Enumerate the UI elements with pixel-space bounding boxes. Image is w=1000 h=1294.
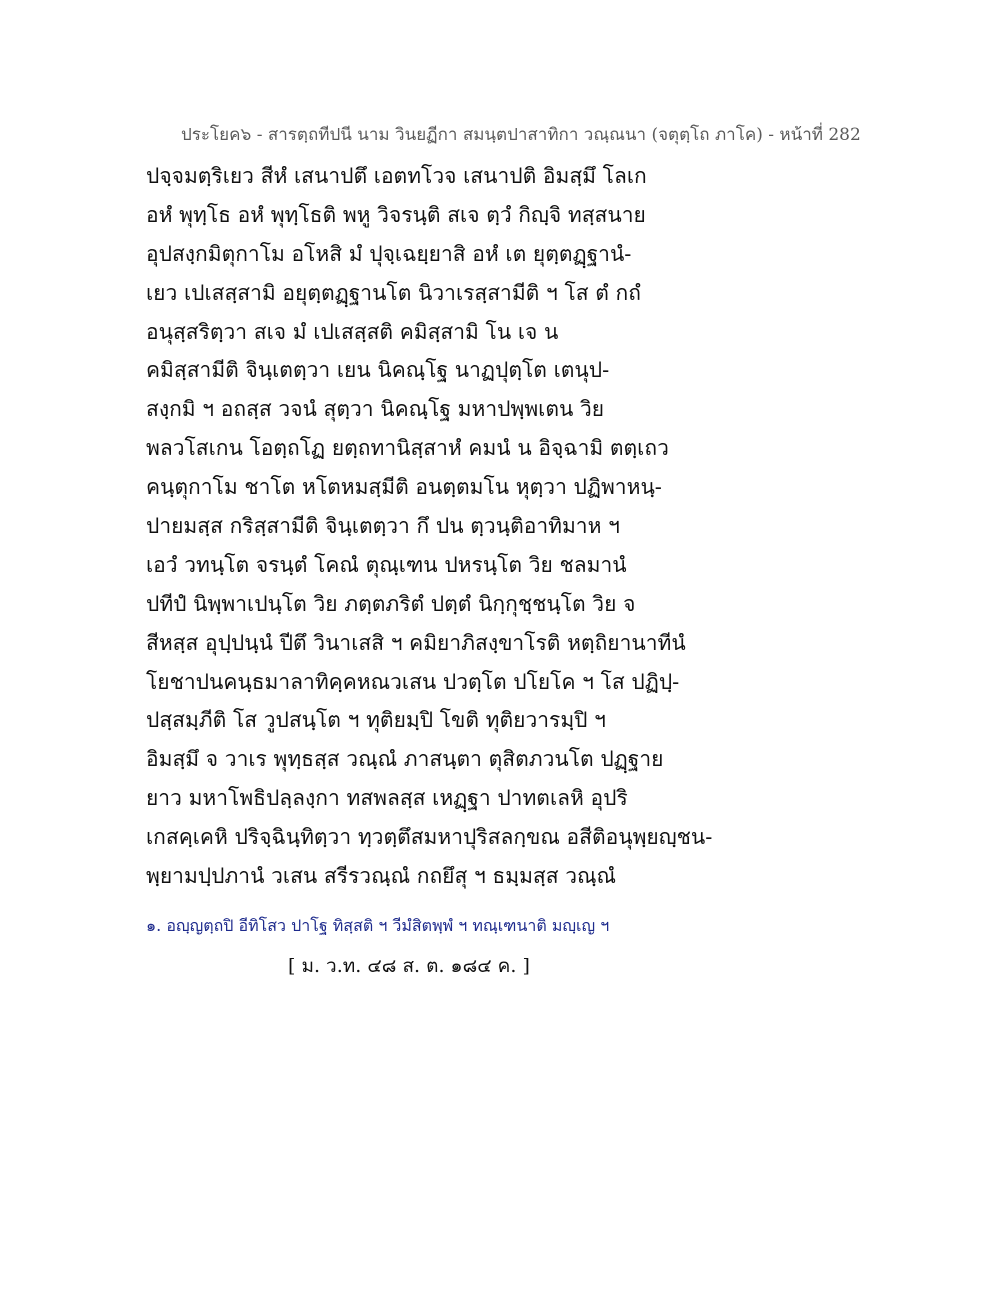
text-line: โยชาปนคนฺธมาลาทิคฺคหณวเสน ปวตฺโต ปโยโค ฯ โส ปฏิปฺ- [146, 669, 680, 694]
text-line: เกสคฺเคหิ ปริจฺฉินฺทิตฺวา ทฺวตฺตึสมหาปุริสลกฺขณ อสีติอนุพฺยญฺชน- [146, 825, 713, 850]
text-line: เยว เปเสสฺสามิ อยุตฺตฏฺฐานโต นิวาเรสฺสามีติ ฯ โส ตํ กถํ [146, 280, 641, 305]
text-line: ปายมสฺส กริสฺสามีติ จินฺเตตฺวา กึ ปน ตฺวนฺติอาทิมาห ฯ [146, 514, 620, 539]
text-line: อหํ พุทฺโธ อหํ พุทฺโธติ พหู วิจรนฺติ สเจ ตฺวํ กิญฺจิ ทสฺสนาย [146, 202, 646, 227]
text-line: ปจฺจมตฺริเยว สีหํ เสนาปตึ เอตทโวจ เสนาปติ อิมสฺมึ โลเก [146, 164, 647, 188]
text-line: คมิสฺสามีติ จินฺเตตฺวา เยน นิคณฺโฐ นาฏปุตฺโต เตนุป- [146, 358, 610, 383]
text-line: ปสฺสมฺภีติ โส วูปสนฺโต ฯ ทุติยมฺปิ โขติ ทุติยวารมฺปิ ฯ [146, 708, 606, 733]
text-line: ปทีปํ นิพฺพาเปนฺโต วิย ภตฺตภริตํ ปตฺตํ นิกฺกุชฺชนฺโต วิย จ [146, 591, 636, 616]
text-line: อิมสฺมึ จ วาเร พุทฺธสฺส วณฺณํ ภาสนฺตา ตุสิตภวนโต ปฏฺฐาย [146, 747, 664, 772]
text-line: สงฺกมิ ฯ อถสฺส วจนํ สุตฺวา นิคณฺโฐ มหาปพฺพเตน วิย [146, 397, 605, 422]
text-line: เอวํ วทนฺโต จรนฺตํ โคณํ ตุณฺเฑน ปหรนฺโต วิย ชลมานํ [146, 552, 627, 577]
text-line: พลวโสเกน โอตฺถโฏ ยตฺถทานิสฺสาหํ คมนํ น อิจฺฉามิ ตตฺเถว [146, 436, 669, 461]
body-text [146, 157, 713, 896]
text-line: อนุสฺสริตฺวา สเจ มํ เปเสสฺสติ คมิสฺสามิ โน เจ น [146, 319, 559, 344]
page-reference: [ ม. ว.ท. ๔๘ ส. ต. ๑๘๔ ค. ] [288, 955, 530, 977]
text-line: พฺยามปฺปภานํ วเสน สรีรวณฺณํ กถยึสุ ฯ ธมฺมสฺส วณฺณํ [146, 864, 616, 889]
footnote: ๑. อญฺญตฺถปิ อีทิโสว ปาโฐ ทิสฺสติ ฯ วีมํสิตพฺพํ ฯ ทณฺเฑนาติ มญฺเญ ฯ [146, 916, 610, 935]
page-header: ประโยค๖ - สารตฺถทีปนี นาม วินยฏีกา สมนฺตปาสาทิกา วณฺณนา (จตุตฺโถ ภาโค) - หน้าที่ 282 [181, 125, 861, 145]
text-line: อุปสงฺกมิตุกาโม อโหสิ มํ ปุจฺเฉยฺยาสิ อหํ เต ยุตฺตฏฺฐานํ- [146, 241, 632, 266]
text-line: ยาว มหาโพธิปลฺลงฺกา ทสพลสฺส เหฏฺฐา ปาทตเลหิ อุปริ [146, 786, 628, 811]
text-line: สีหสฺส อุปฺปนฺนํ ปีตึ วินาเสสิ ฯ คมิยาภิสงฺขาโรติ หตฺถิยานาทีนํ [146, 630, 686, 655]
text-line: คนฺตุกาโม ชาโต หโตหมสฺมีติ อนตฺตมโน หุตฺวา ปฏิพาหนฺ- [146, 475, 662, 500]
